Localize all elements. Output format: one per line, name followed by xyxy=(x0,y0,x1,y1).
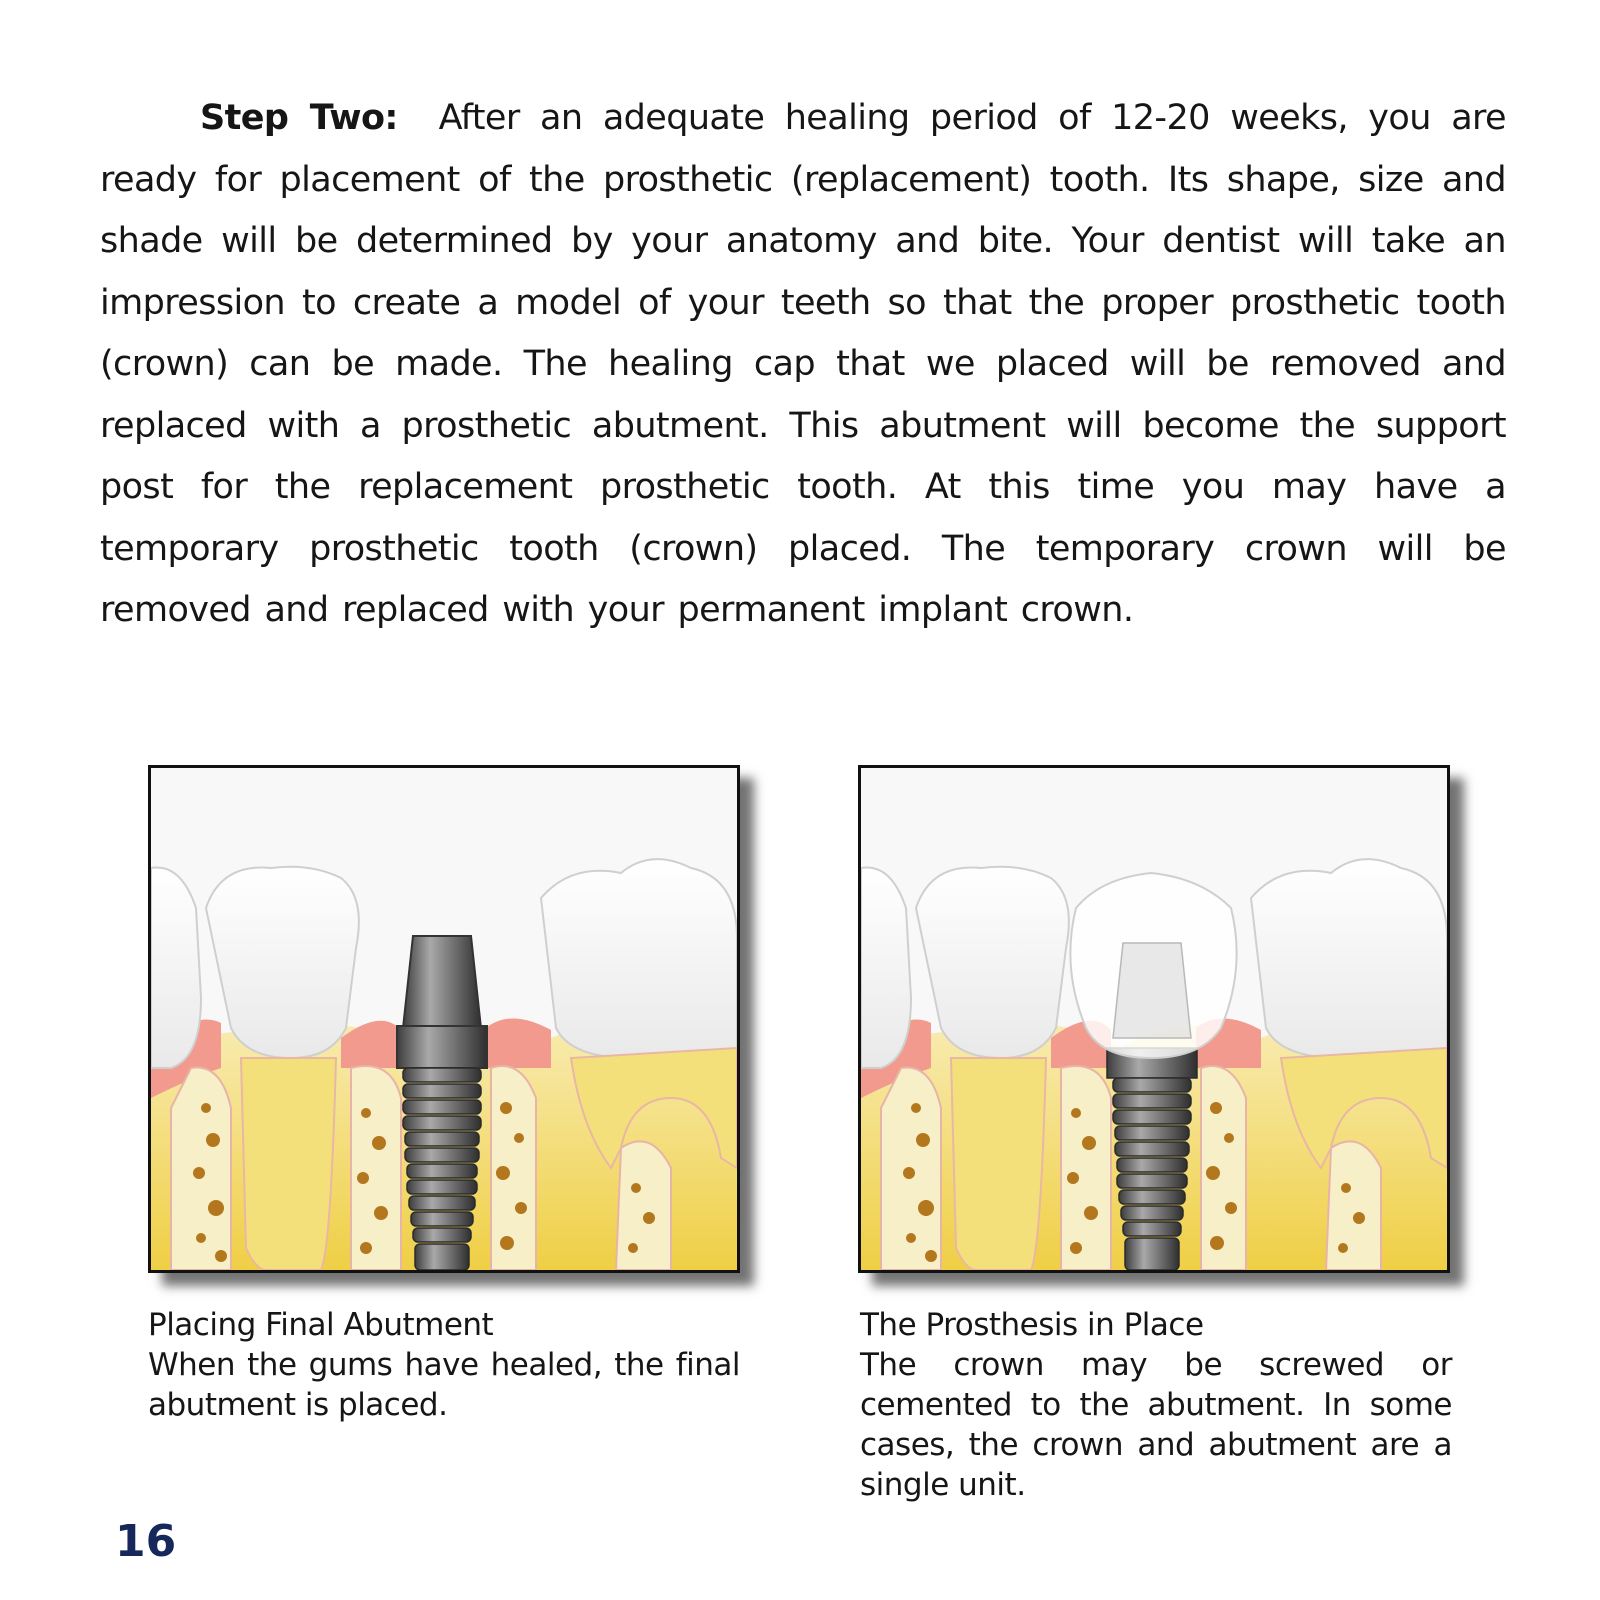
figure-caption-abutment xyxy=(148,1305,740,1425)
figure-title: Placing Final Abutment xyxy=(148,1307,494,1343)
abutment-illustration xyxy=(151,768,737,1270)
intro-paragraph xyxy=(100,88,1506,642)
page-number: 16 xyxy=(115,1516,177,1567)
figure-abutment-illustration xyxy=(148,765,740,1273)
prosthesis-illustration xyxy=(861,768,1447,1270)
intro-body: After an adequate healing period of 12-20 weeks, you are ready for placement of the prosthetic (replacement) tooth. Its shape, size and shade will be determined by your anatomy and bite. Your dentist will take an impression to create a model of your teeth so that the proper prosthetic tooth (crown) can be made. The healing cap that we placed will be removed and replaced with a prosthetic abutment. This abutment will become the support post for the replacement prosthetic tooth. At this time you may have a temporary prosthetic tooth (crown) placed. The temporary crown will be removed and replaced with your permanent implant crown. xyxy=(100,98,1506,630)
figure-title: The Prosthesis in Place xyxy=(860,1307,1204,1343)
figure-prosthesis-illustration xyxy=(858,765,1450,1273)
step-heading: Step Two: xyxy=(200,98,398,138)
figure-caption-prosthesis xyxy=(860,1305,1452,1505)
figure-caption-text: When the gums have healed, the final abutment is placed. xyxy=(148,1347,740,1423)
figure-caption-text: The crown may be screwed or cemented to the abutment. In some cases, the crown and abutment are a single unit. xyxy=(860,1347,1452,1503)
